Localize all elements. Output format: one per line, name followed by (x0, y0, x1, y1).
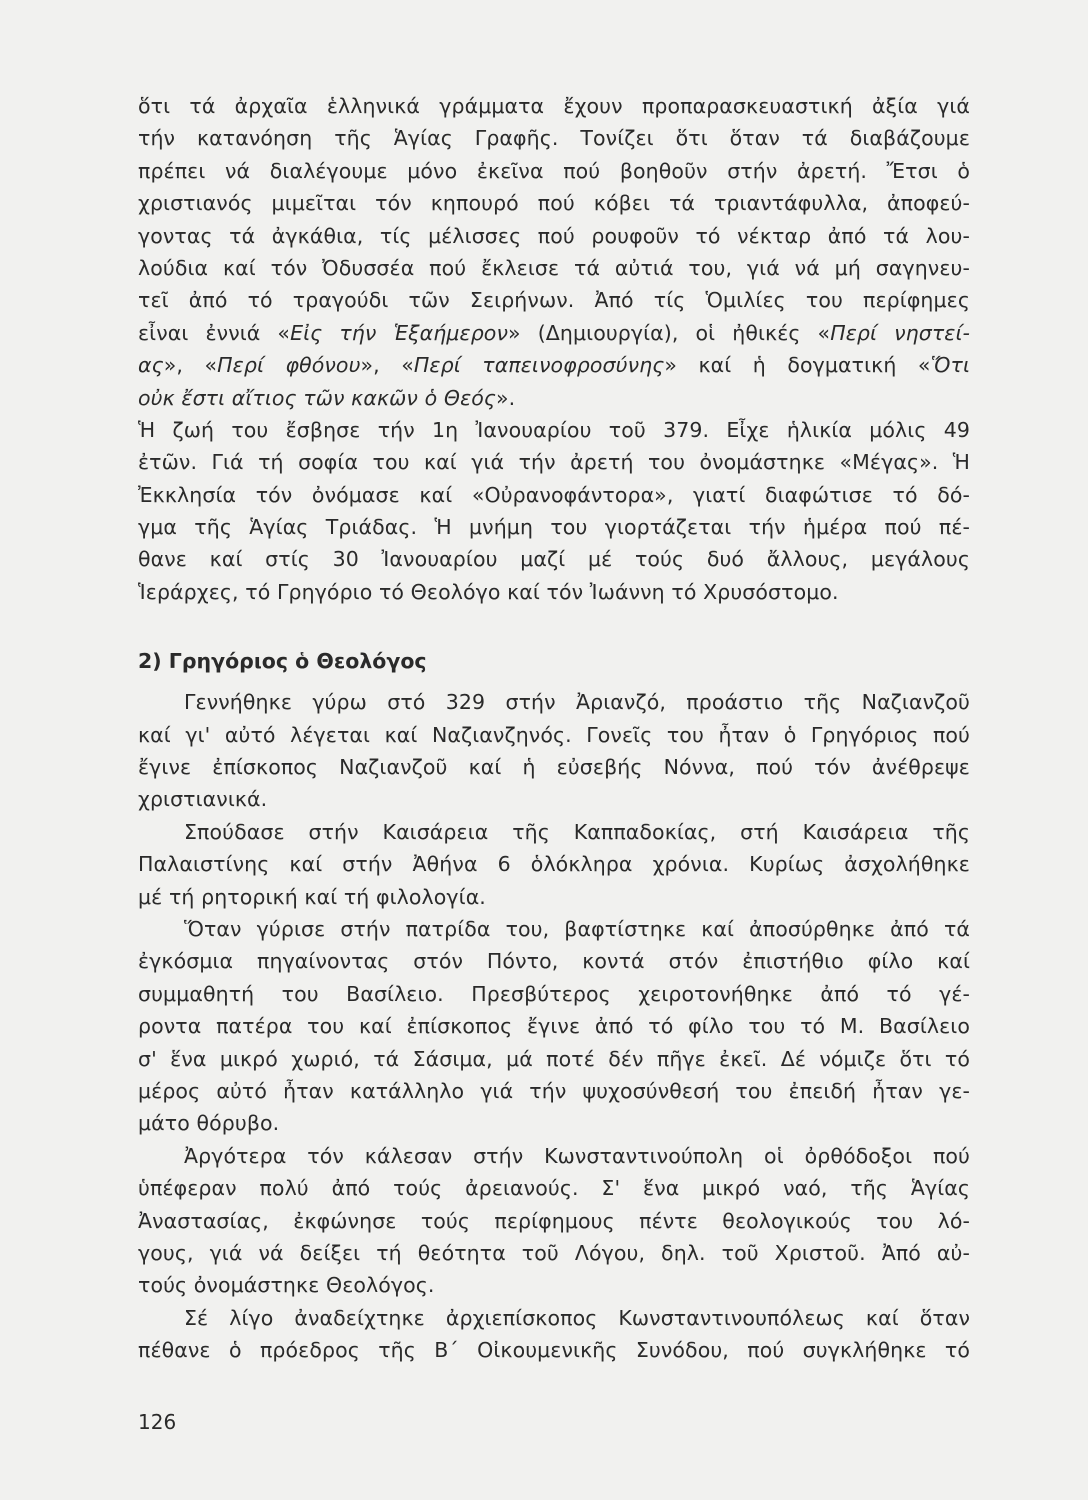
section-2-paragraph (138, 913, 970, 1140)
text-line: μάτο θόρυβο. (138, 1111, 280, 1136)
page-number: 126 (138, 1410, 177, 1434)
section-2-paragraph (138, 816, 970, 913)
text-line (138, 317, 970, 349)
italic-title: ας (138, 353, 164, 378)
italic-title: Περί νηστεί- (830, 320, 970, 345)
text-line: ἔγινε ἐπίσκοπος Ναζιανζοῦ καί ἡ εὐσεβής Νόννα, πού τόν ἀνέθρεψε (138, 755, 970, 780)
italic-title: οὐκ ἔστι αἴτιος τῶν κακῶν ὁ Θεός (138, 385, 497, 410)
text-line (138, 382, 970, 414)
text-line: Σέ λίγο ἀναδείχτηκε ἀρχιεπίσκοπος Κωνσταντινουπόλεως καί ὅταν (184, 1305, 970, 1330)
text-line: τεῖ ἀπό τό τραγούδι τῶν Σειρήνων. Ἀπό τίς Ὁμιλίες του περίφημες (138, 288, 970, 313)
text-line: Παλαιστίνης καί στήν Ἀθήνα 6 ὁλόκληρα χρόνια. Κυρίως ἀσχολήθηκε (138, 852, 970, 877)
text-line: ἐγκόσμια πηγαίνοντας στόν Πόντο, κοντά στόν ἐπιστήθιο φίλο καί (138, 949, 970, 974)
text-line: ὑπέφεραν πολύ ἀπό τούς ἀρειανούς. Σ' ἕνα μικρό ναό, τῆς Ἁγίας (138, 1176, 970, 1201)
text-line: συμμαθητή του Βασίλειο. Πρεσβύτερος χειροτονήθηκε ἀπό τό γέ- (138, 981, 970, 1006)
text-line: Ἡ ζωή του ἔσβησε τήν 1η Ἰανουαρίου τοῦ 379. Εἶχε ἡλικία μόλις 49 (138, 417, 970, 442)
text-run: ». (496, 385, 516, 410)
italic-title: Εἰς τήν Ἑξαήμερον (290, 320, 509, 345)
text-line: γμα τῆς Ἁγίας Τριάδας. Ἡ μνήμη του γιορτάζεται τήν ἡμέρα πού πέ- (138, 515, 970, 540)
text-line: χριστιανικά. (138, 787, 268, 812)
text-line (138, 349, 970, 381)
text-line: Ἱεράρχες, τό Γρηγόριο τό Θεολόγο καί τόν Ἰωάννη τό Χρυσόστομο. (138, 579, 839, 604)
text-line: ὅτι τά ἀρχαῖα ἑλληνικά γράμματα ἔχουν προπαρασκευαστική ἀξία γιά (138, 94, 970, 118)
italic-title: Περί ταπεινοφροσύνης (413, 353, 665, 378)
section-2-paragraph (138, 686, 970, 816)
text-line: σ' ἕνα μικρό χωριό, τά Σάσιμα, μά ποτέ δέν πῆγε ἐκεῖ. Δέ νόμιζε ὅτι τό (138, 1046, 970, 1071)
paragraph-2 (138, 414, 970, 608)
paragraph-1 (138, 90, 970, 414)
italic-title: Περί φθόνου (217, 353, 361, 378)
text-line: ἐτῶν. Γιά τή σοφία του καί γιά τήν ἀρετή του ὀνομάστηκε «Μέγας». Ἡ (138, 450, 970, 475)
text-line: Σπούδασε στήν Καισάρεια τῆς Καππαδοκίας, στή Καισάρεια τῆς (184, 819, 970, 844)
text-run: εἶναι ἐννιά « (138, 320, 291, 345)
text-line: πέθανε ὁ πρόεδρος τῆς Β΄ Οἰκουμενικῆς Συνόδου, πού συγκλήθηκε τό (138, 1338, 970, 1363)
text-line: γους, γιά νά δείξει τή θεότητα τοῦ Λόγου, δηλ. τοῦ Χριστοῦ. Ἀπό αὐ- (138, 1240, 970, 1265)
text-line: θανε καί στίς 30 Ἰανουαρίου μαζί μέ τούς δυό ἄλλους, μεγάλους (138, 547, 970, 572)
section-2-paragraph (138, 1302, 970, 1367)
text-line: τούς ὀνομάστηκε Θεολόγος. (138, 1273, 435, 1298)
text-line: πρέπει νά διαλέγουμε μόνο ἐκεῖνα πού βοηθοῦν στήν ἀρετή. Ἔτσι ὁ (138, 158, 970, 183)
section-heading: 2) Γρηγόριος ὁ Θεολόγος (138, 649, 427, 674)
text-line: τήν κατανόηση τῆς Ἁγίας Γραφῆς. Τονίζει ὅτι ὅταν τά διαβάζουμε (138, 126, 970, 151)
text-line: λούδια καί τόν Ὀδυσσέα πού ἔκλεισε τά αὐτιά του, γιά νά μή σαγηνευ- (138, 255, 970, 280)
section-2-paragraph (138, 1140, 970, 1302)
text-line: Ἐκκλησία τόν ὀνόμασε καί «Οὐρανοφάντορα», γιατί διαφώτισε τό δό- (138, 482, 970, 507)
text-line: ροντα πατέρα του καί ἐπίσκοπος ἔγινε ἀπό τό φίλο του τό Μ. Βασίλειο (138, 1014, 970, 1039)
text-line: καί γι' αὐτό λέγεται καί Ναζιανζηνός. Γονεῖς του ἦταν ὁ Γρηγόριος πού (138, 722, 970, 747)
text-line: γοντας τά ἀγκάθια, τίς μέλισσες πού ρουφοῦν τό νέκταρ ἀπό τά λου- (138, 223, 970, 248)
text-line: Γεννήθηκε γύρω στό 329 στήν Ἀριανζό, προάστιο τῆς Ναζιανζοῦ (184, 690, 970, 715)
page-body (138, 90, 970, 1366)
text-line: χριστιανός μιμεῖται τόν κηπουρό πού κόβει τά τριαντάφυλλα, ἀποφεύ- (138, 191, 970, 216)
text-line: μέ τή ρητορική καί τή φιλολογία. (138, 884, 486, 909)
italic-title: Ὅτι (930, 353, 970, 378)
text-run: », « (360, 353, 414, 378)
text-line: Ἀναστασίας, ἐκφώνησε τούς περίφημους πέντε θεολογικούς του λό- (138, 1208, 970, 1233)
text-run: », « (163, 353, 218, 378)
text-line: μέρος αὐτό ἦταν κατάλληλο γιά τήν ψυχοσύνθεσή του ἐπειδή ἦταν γε- (138, 1078, 970, 1103)
text-line: Ἀργότερα τόν κάλεσαν στήν Κωνσταντινούπολη οἱ ὀρθόδοξοι πού (184, 1143, 970, 1168)
text-run: » καί ἡ δογματική « (664, 353, 931, 378)
text-line: Ὅταν γύρισε στήν πατρίδα του, βαφτίστηκε καί ἀποσύρθηκε ἀπό τά (184, 916, 970, 941)
text-run: » (Δημιουργία), οἱ ἠθικές « (508, 320, 831, 345)
